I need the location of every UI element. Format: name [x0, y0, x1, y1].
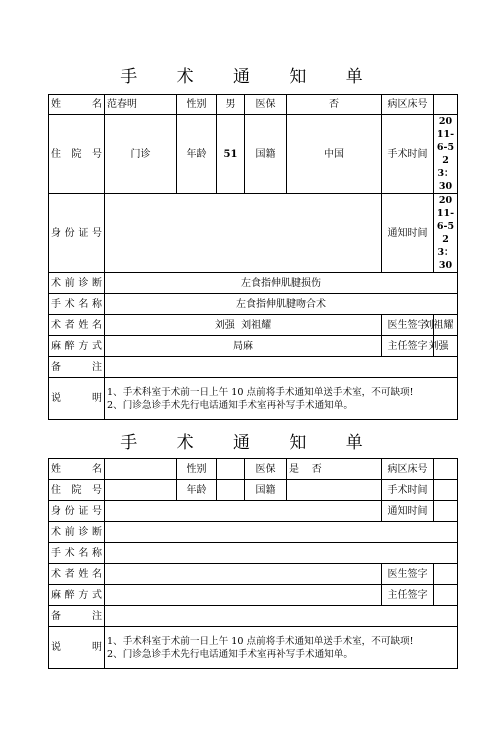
- surgery-time-value[interactable]: [434, 480, 458, 501]
- name-value[interactable]: [105, 459, 177, 480]
- surgery-name-label: 手术名称: [49, 543, 105, 564]
- admission-no-label: 住 院 号: [49, 480, 105, 501]
- explanation-label: 说 明: [49, 378, 105, 420]
- age-value[interactable]: [217, 480, 245, 501]
- explanation-notes: [105, 378, 458, 420]
- notify-time-value[interactable]: [434, 501, 458, 522]
- admission-no-value[interactable]: [105, 480, 177, 501]
- note-line-2: 2、门诊急诊手术先行电话通知手术室再补写手术通知单。: [107, 399, 353, 411]
- anesthesia-value[interactable]: [105, 585, 382, 606]
- ward-bed-label: 病区床号: [382, 459, 434, 480]
- director-sign-label: 主任签字: [382, 336, 434, 357]
- insurance-label: 医保: [245, 459, 287, 480]
- doctor-sign-label: 医生签字: [382, 564, 434, 585]
- form2-table: [48, 458, 458, 669]
- note-line-1: 1、手术科室于术前一日上午 10 点前将手术通知单送手术室，不可缺项!: [107, 386, 414, 398]
- surgery-time-value[interactable]: 2011-6-5 23：30: [434, 115, 458, 194]
- nationality-label: 国籍: [245, 115, 287, 194]
- id-no-value[interactable]: [105, 194, 382, 273]
- pre-op-diagnosis-value[interactable]: [105, 522, 458, 543]
- doctor-sign-value[interactable]: [434, 564, 458, 585]
- remarks-value[interactable]: [105, 357, 458, 378]
- pre-op-diagnosis-label: 术前诊断: [49, 522, 105, 543]
- surgeon-name-value[interactable]: [105, 564, 382, 585]
- director-sign-label: 主任签字: [382, 585, 434, 606]
- notify-time-label: 通知时间: [382, 194, 434, 273]
- insurance-options[interactable]: 是 否: [287, 459, 382, 480]
- notify-time-value[interactable]: 2011-6-5 23：30: [434, 194, 458, 273]
- nationality-value[interactable]: 中国: [287, 115, 382, 194]
- doctor-sign-label: 医生签字: [382, 315, 434, 336]
- surgery-time-label: 手术时间: [382, 480, 434, 501]
- id-no-label: 身份证号: [49, 194, 105, 273]
- anesthesia-label: 麻醉方式: [49, 336, 105, 357]
- pre-op-diagnosis-value[interactable]: 左食指伸肌腱损伤: [105, 273, 458, 294]
- pre-op-diagnosis-label: 术前诊断: [49, 273, 105, 294]
- name-value[interactable]: 范春明: [105, 95, 177, 115]
- gender-label: 性别: [177, 95, 217, 115]
- surgeon-name-value[interactable]: 刘强 刘祖耀: [105, 315, 382, 336]
- admission-no-label: 住 院 号: [49, 115, 105, 194]
- explanation-label: 说 明: [49, 627, 105, 669]
- remarks-label: 备 注: [49, 606, 105, 627]
- id-no-label: 身份证号: [49, 501, 105, 522]
- surgery-time-label: 手术时间: [382, 115, 434, 194]
- doctor-sign-text: 刘祖耀: [423, 319, 454, 331]
- id-no-value[interactable]: [105, 501, 382, 522]
- form1-title: 手 术 通 知 单: [120, 67, 380, 87]
- anesthesia-label: 麻醉方式: [49, 585, 105, 606]
- age-label: 年龄: [177, 480, 217, 501]
- remarks-value[interactable]: [105, 606, 458, 627]
- nationality-label: 国籍: [245, 480, 287, 501]
- doctor-sign-value[interactable]: [423, 315, 458, 336]
- ward-bed-value[interactable]: [434, 459, 458, 480]
- gender-label: 性别: [177, 459, 217, 480]
- notify-time-label: 通知时间: [382, 501, 434, 522]
- age-value[interactable]: 51: [217, 115, 245, 194]
- surgeon-name-label: 术者姓名: [49, 564, 105, 585]
- note-line-1: 1、手术科室于术前一日上午 10 点前将手术通知单送手术室，不可缺项!: [107, 635, 414, 647]
- name-label: 姓 名: [49, 459, 105, 480]
- ward-bed-value[interactable]: [434, 95, 458, 115]
- surgery-name-value[interactable]: [105, 543, 458, 564]
- gender-value[interactable]: 男: [217, 95, 245, 115]
- form1-table: [48, 94, 458, 420]
- insurance-value[interactable]: 否: [287, 95, 382, 115]
- ward-bed-label: 病区床号: [382, 95, 434, 115]
- nationality-value[interactable]: [287, 480, 382, 501]
- name-label: 姓 名: [49, 95, 105, 115]
- gender-value[interactable]: [217, 459, 245, 480]
- surgery-name-value[interactable]: 左食指伸肌腱吻合术: [105, 294, 458, 315]
- insurance-label: 医保: [245, 95, 287, 115]
- admission-no-value[interactable]: 门诊: [105, 115, 177, 194]
- director-sign-value[interactable]: [428, 336, 458, 357]
- director-sign-text: 刘强: [428, 340, 449, 352]
- surgery-name-label: 手术名称: [49, 294, 105, 315]
- age-label: 年龄: [177, 115, 217, 194]
- note-line-2: 2、门诊急诊手术先行电话通知手术室再补写手术通知单。: [107, 648, 353, 660]
- surgeon-name-label: 术者姓名: [49, 315, 105, 336]
- form2-title: 手 术 通 知 单: [120, 433, 380, 453]
- director-sign-value[interactable]: [434, 585, 458, 606]
- explanation-notes: [105, 627, 458, 669]
- remarks-label: 备 注: [49, 357, 105, 378]
- anesthesia-value[interactable]: 局麻: [105, 336, 382, 357]
